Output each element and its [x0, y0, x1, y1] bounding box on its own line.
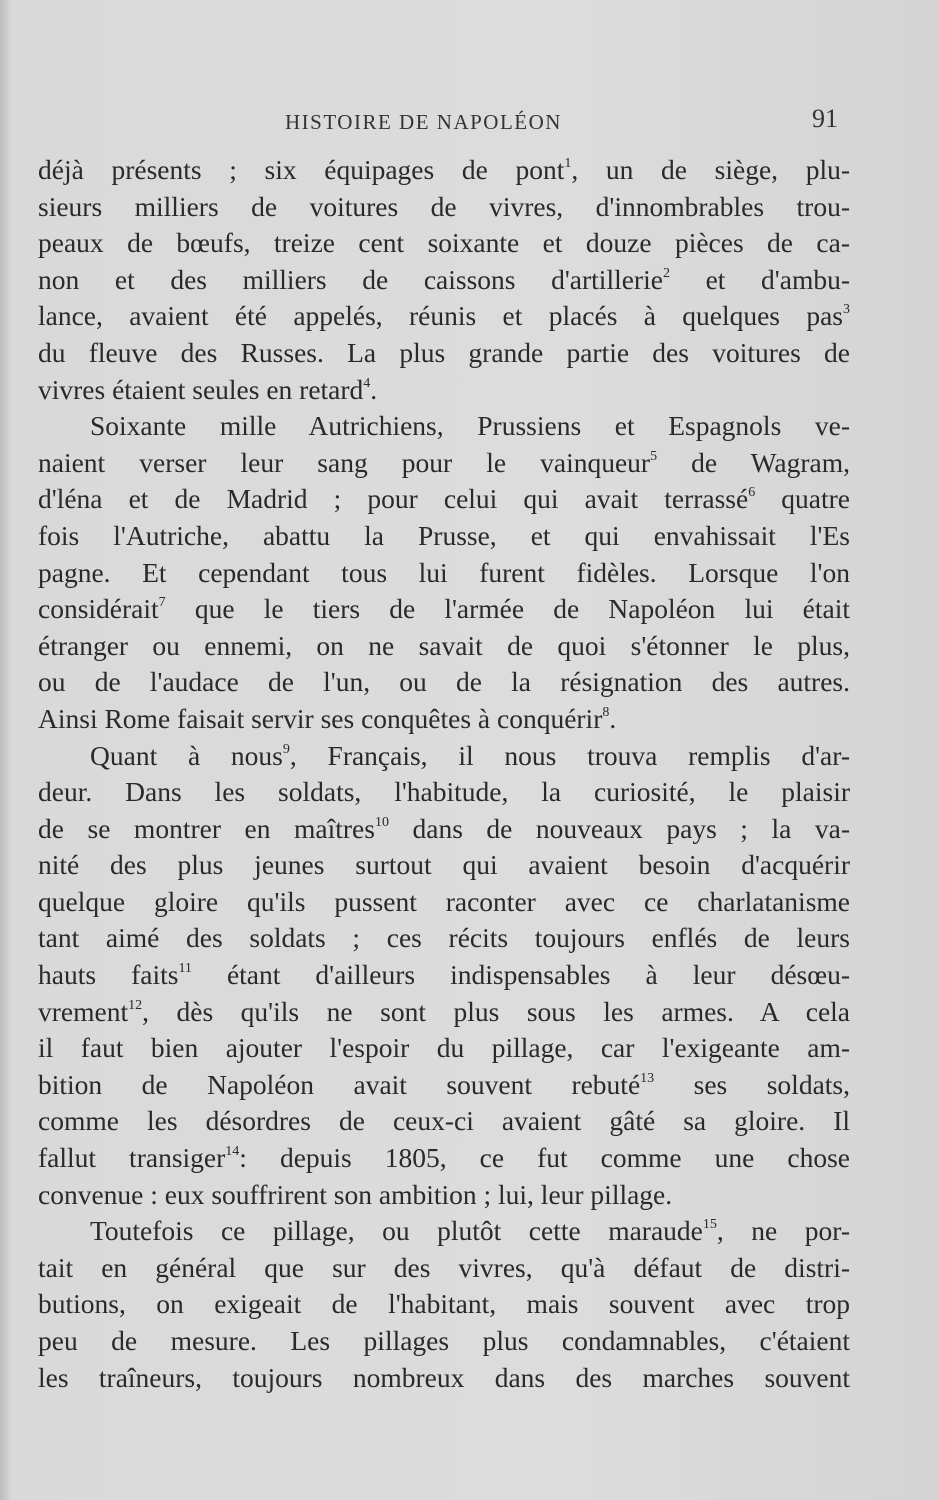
text-line — [38, 884, 850, 921]
footnote-marker: 13 — [640, 1070, 655, 1086]
text-segment: non et des milliers de caissons d'artillerie — [38, 263, 663, 295]
footnote-marker: 4 — [363, 375, 371, 391]
text-line — [38, 445, 850, 482]
text-segment: vrement — [38, 995, 129, 1027]
text-segment: deur. Dans les soldats, l'habitude, la curiosité, le plaisir — [38, 776, 850, 808]
text-line — [38, 811, 850, 848]
text-segment: nité des plus jeunes surtout qui avaient besoin d'acquérir — [38, 849, 850, 881]
text-line — [38, 957, 850, 994]
text-segment: ses soldats, — [654, 1068, 850, 1100]
text-segment: que le tiers de l'armée de Napoléon lui était — [165, 593, 850, 625]
footnote-marker: 8 — [602, 704, 610, 720]
text-segment: d'léna et de Madrid ; pour celui qui avait terrassé — [38, 483, 749, 515]
text-segment: fallut transiger — [38, 1142, 226, 1174]
text-segment: les traîneurs, toujours nombreux dans des marches souvent — [38, 1361, 850, 1393]
text-line — [38, 994, 850, 1031]
text-line — [38, 738, 850, 775]
text-line — [38, 189, 850, 226]
text-segment: Soixante mille Autrichiens, Prussiens et Espagnols ve- — [90, 410, 850, 442]
text-line — [38, 481, 850, 518]
footnote-marker: 2 — [662, 265, 670, 281]
text-line — [38, 1286, 850, 1323]
text-segment: de se montrer en maîtres — [38, 812, 375, 844]
text-line — [38, 701, 850, 738]
text-segment: ou de l'audace de l'un, ou de la résignation des autres. — [38, 666, 850, 698]
text-segment: pagne. Et cependant tous lui furent fidèles. Lorsque l'on — [38, 556, 850, 588]
text-segment: considérait — [38, 593, 159, 625]
text-line — [38, 847, 850, 884]
text-segment: vivres étaient seules en retard — [38, 373, 364, 405]
text-segment: peaux de bœufs, treize cent soixante et douze pièces de ca- — [38, 227, 850, 259]
text-line — [38, 152, 850, 189]
text-segment: fois l'Autriche, abattu la Prusse, et qui envahissait l'Es — [38, 519, 850, 551]
text-segment: hauts faits — [38, 959, 179, 991]
text-segment: convenue : eux souffrirent son ambition ; lui, leur pillage. — [38, 1178, 673, 1210]
footnote-marker: 9 — [282, 741, 290, 757]
text-line — [38, 1140, 850, 1177]
text-segment: : depuis 1805, ce fut comme une chose — [239, 1142, 850, 1174]
text-segment: , dès qu'ils ne sont plus sous les armes. A cela — [142, 995, 850, 1027]
footnote-marker: 5 — [650, 448, 658, 464]
text-segment: comme les désordres de ceux-ci avaient gâté sa gloire. Il — [38, 1105, 850, 1137]
text-segment: bition de Napoléon avait souvent rebuté — [38, 1068, 641, 1100]
text-line — [38, 1177, 850, 1214]
text-line — [38, 518, 850, 555]
text-segment: étant d'ailleurs indispensables à leur désœu- — [191, 959, 850, 991]
text-segment: tait en général que sur des vivres, qu'à défaut de distri- — [38, 1251, 850, 1283]
page-header — [0, 104, 937, 140]
text-line — [38, 1030, 850, 1067]
text-line — [38, 225, 850, 262]
text-line — [38, 555, 850, 592]
footnote-marker: 1 — [564, 156, 572, 171]
text-line — [38, 298, 850, 335]
text-segment: déjà présents ; six équipages de pont — [38, 154, 565, 185]
text-line — [38, 774, 850, 811]
running-title: HISTOIRE DE NAPOLÉON — [285, 110, 562, 134]
text-line — [38, 335, 850, 372]
body-text — [38, 152, 850, 1396]
text-line — [38, 664, 850, 701]
text-segment: de Wagram, — [657, 446, 850, 478]
text-segment: Quant à nous — [90, 739, 283, 771]
text-segment: Ainsi Rome faisait servir ses conquêtes à conquérir — [38, 702, 603, 734]
text-segment: quelque gloire qu'ils pussent raconter avec ce charlatanisme — [38, 885, 850, 917]
text-line — [38, 1103, 850, 1140]
text-segment: il faut bien ajouter l'espoir du pillage, car l'exigeante am- — [38, 1032, 850, 1064]
text-line — [38, 1213, 850, 1250]
footnote-marker: 7 — [158, 595, 166, 611]
text-line — [38, 591, 850, 628]
text-segment: , ne por- — [716, 1215, 850, 1247]
text-segment: lance, avaient été appelés, réunis et placés à quelques pas — [38, 300, 843, 332]
text-segment: étranger ou ennemi, on ne savait de quoi s'étonner le plus, — [38, 629, 850, 661]
footnote-marker: 14 — [225, 1144, 240, 1160]
page-number: 91 — [812, 104, 838, 133]
footnote-marker: 15 — [702, 1217, 717, 1233]
text-segment: Toutefois ce pillage, ou plutôt cette maraude — [90, 1215, 703, 1247]
text-segment: sieurs milliers de voitures de vivres, d'innombrables trou- — [38, 190, 850, 222]
text-segment: butions, on exigeait de l'habitant, mais souvent avec trop — [38, 1288, 850, 1320]
text-segment: tant aimé des soldats ; ces récits toujours enflés de leurs — [38, 922, 850, 954]
text-line — [38, 262, 850, 299]
text-segment: , Français, il nous trouva remplis d'ar- — [289, 739, 850, 771]
text-segment: naient verser leur sang pour le vainqueur — [38, 446, 651, 478]
footnote-marker: 10 — [374, 814, 389, 830]
text-segment: du fleuve des Russes. La plus grande partie des voitures de — [38, 336, 850, 368]
text-line — [38, 920, 850, 957]
text-segment: , un de siège, plu- — [571, 154, 850, 185]
text-line — [38, 1250, 850, 1287]
footnote-marker: 12 — [128, 997, 143, 1013]
text-segment: quatre — [755, 483, 850, 515]
text-segment: dans de nouveaux pays ; la va- — [388, 812, 850, 844]
text-line — [38, 1360, 850, 1397]
text-line — [38, 1067, 850, 1104]
text-segment: et d'ambu- — [669, 263, 850, 295]
text-segment: . — [609, 702, 617, 734]
footnote-marker: 3 — [843, 302, 850, 318]
text-segment: . — [370, 373, 378, 405]
text-line — [38, 1323, 850, 1360]
text-line — [38, 372, 850, 409]
footnote-marker: 11 — [178, 961, 192, 977]
text-line — [38, 628, 850, 665]
footnote-marker: 6 — [748, 485, 756, 501]
text-segment: peu de mesure. Les pillages plus condamnables, c'étaient — [38, 1325, 850, 1356]
text-line — [38, 408, 850, 445]
